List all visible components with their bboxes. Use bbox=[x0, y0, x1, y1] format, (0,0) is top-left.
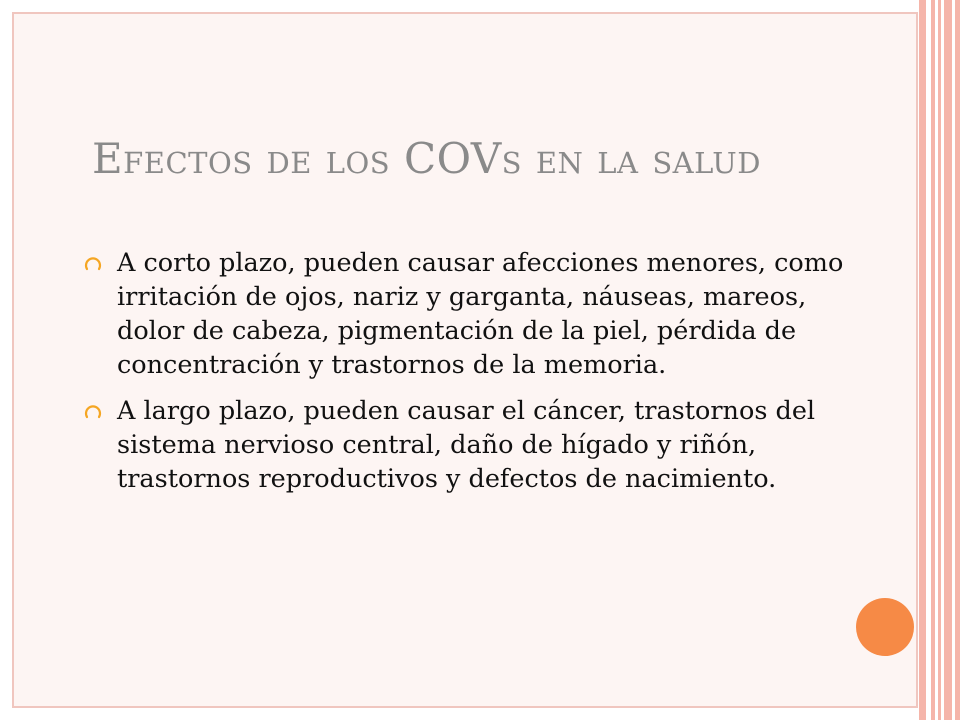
bullet-text: A corto plazo, pueden causar afecciones menores, como irritación de ojos, nariz y garganta, náuseas, mareos, dolor de cabeza, pigmentación de la piel, pérdida de concentración y trastornos de la memoria. bbox=[117, 248, 844, 380]
arc-bullet-icon bbox=[84, 403, 102, 421]
stripe bbox=[919, 0, 926, 720]
arc-bullet-icon bbox=[84, 255, 102, 273]
bullet-list bbox=[84, 246, 864, 508]
decorative-stripes bbox=[918, 0, 960, 720]
orange-circle bbox=[856, 598, 914, 656]
bullet-item-short-term bbox=[84, 246, 864, 382]
stripe bbox=[938, 0, 941, 720]
stripe bbox=[955, 0, 960, 720]
stripe bbox=[931, 0, 935, 720]
stripe bbox=[944, 0, 952, 720]
bullet-item-long-term bbox=[84, 394, 864, 496]
slide-title: Efectos de los COVs en la salud bbox=[92, 134, 761, 183]
bullet-text: A largo plazo, pueden causar el cáncer, trastornos del sistema nervioso central, daño de hígado y riñón, trastornos reproductivos y defectos de nacimiento. bbox=[117, 396, 816, 494]
